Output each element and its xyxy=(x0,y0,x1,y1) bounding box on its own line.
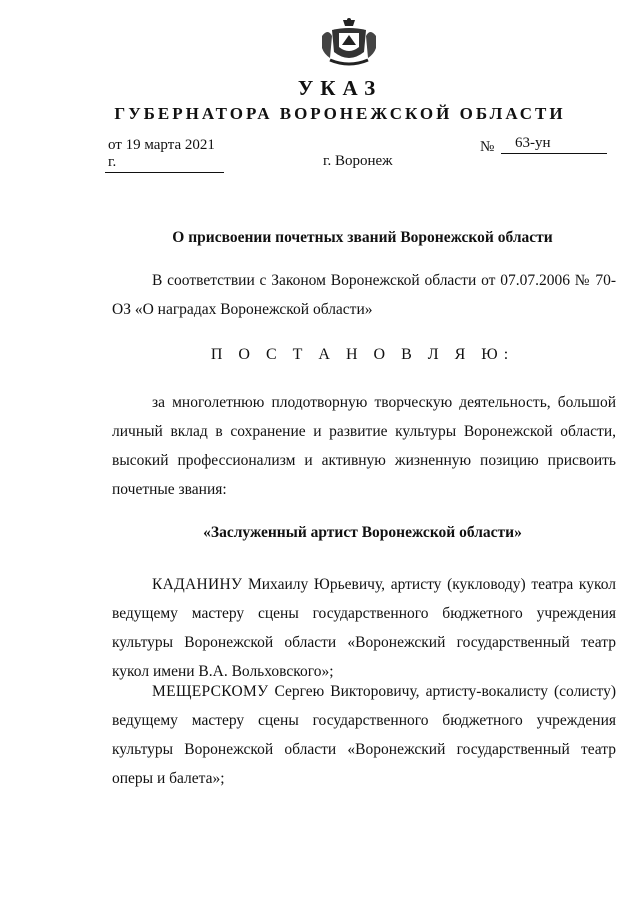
document-heading: О присвоении почетных званий Воронежской области xyxy=(172,229,553,246)
document-number: 63-ун xyxy=(501,135,607,154)
document-date: от 19 марта 2021 г. xyxy=(105,137,224,173)
reason-paragraph: за многолетнюю плодотворную творческую деятельность, большой личный вклад в сохранение и развитие культуры Воронежской области, высокий профессионализм и активную жизненную позицию присвоить почетные звания: xyxy=(112,394,616,498)
decree-word: П О С Т А Н О В Л Я Ю: xyxy=(210,346,515,363)
award-title: «Заслуженный артист Воронежской области» xyxy=(203,524,522,541)
document-title: УКАЗ xyxy=(297,76,383,100)
number-label: № xyxy=(480,139,495,155)
awardee-paragraph: КАДАНИНУ Михаилу Юрьевичу, артисту (кукловоду) театра кукол ведущему мастеру сцены государственного бюджетного учреждения культуры Воронежской области «Воронежский государственный театр кукол имени В.А. Вольховского»; xyxy=(112,576,616,680)
awardee-surname: КАДАНИНУ xyxy=(152,576,243,593)
legal-basis-paragraph: В соответствии с Законом Воронежской области от 07.07.2006 № 70-ОЗ «О наградах Воронежской области» xyxy=(112,272,616,318)
document-city: г. Воронеж xyxy=(323,153,393,169)
coat-of-arms-icon xyxy=(318,18,380,68)
awardee-surname: МЕЩЕРСКОМУ xyxy=(152,683,269,700)
awardee-paragraph: МЕЩЕРСКОМУ Сергею Викторовичу, артисту-вокалисту (солисту) ведущему мастеру сцены государственного бюджетного учреждения культуры Воронежской области «Воронежский государственный театр оперы и балета»; xyxy=(112,683,616,787)
document-subtitle: ГУБЕРНАТОРА ВОРОНЕЖСКОЙ ОБЛАСТИ xyxy=(114,104,566,123)
